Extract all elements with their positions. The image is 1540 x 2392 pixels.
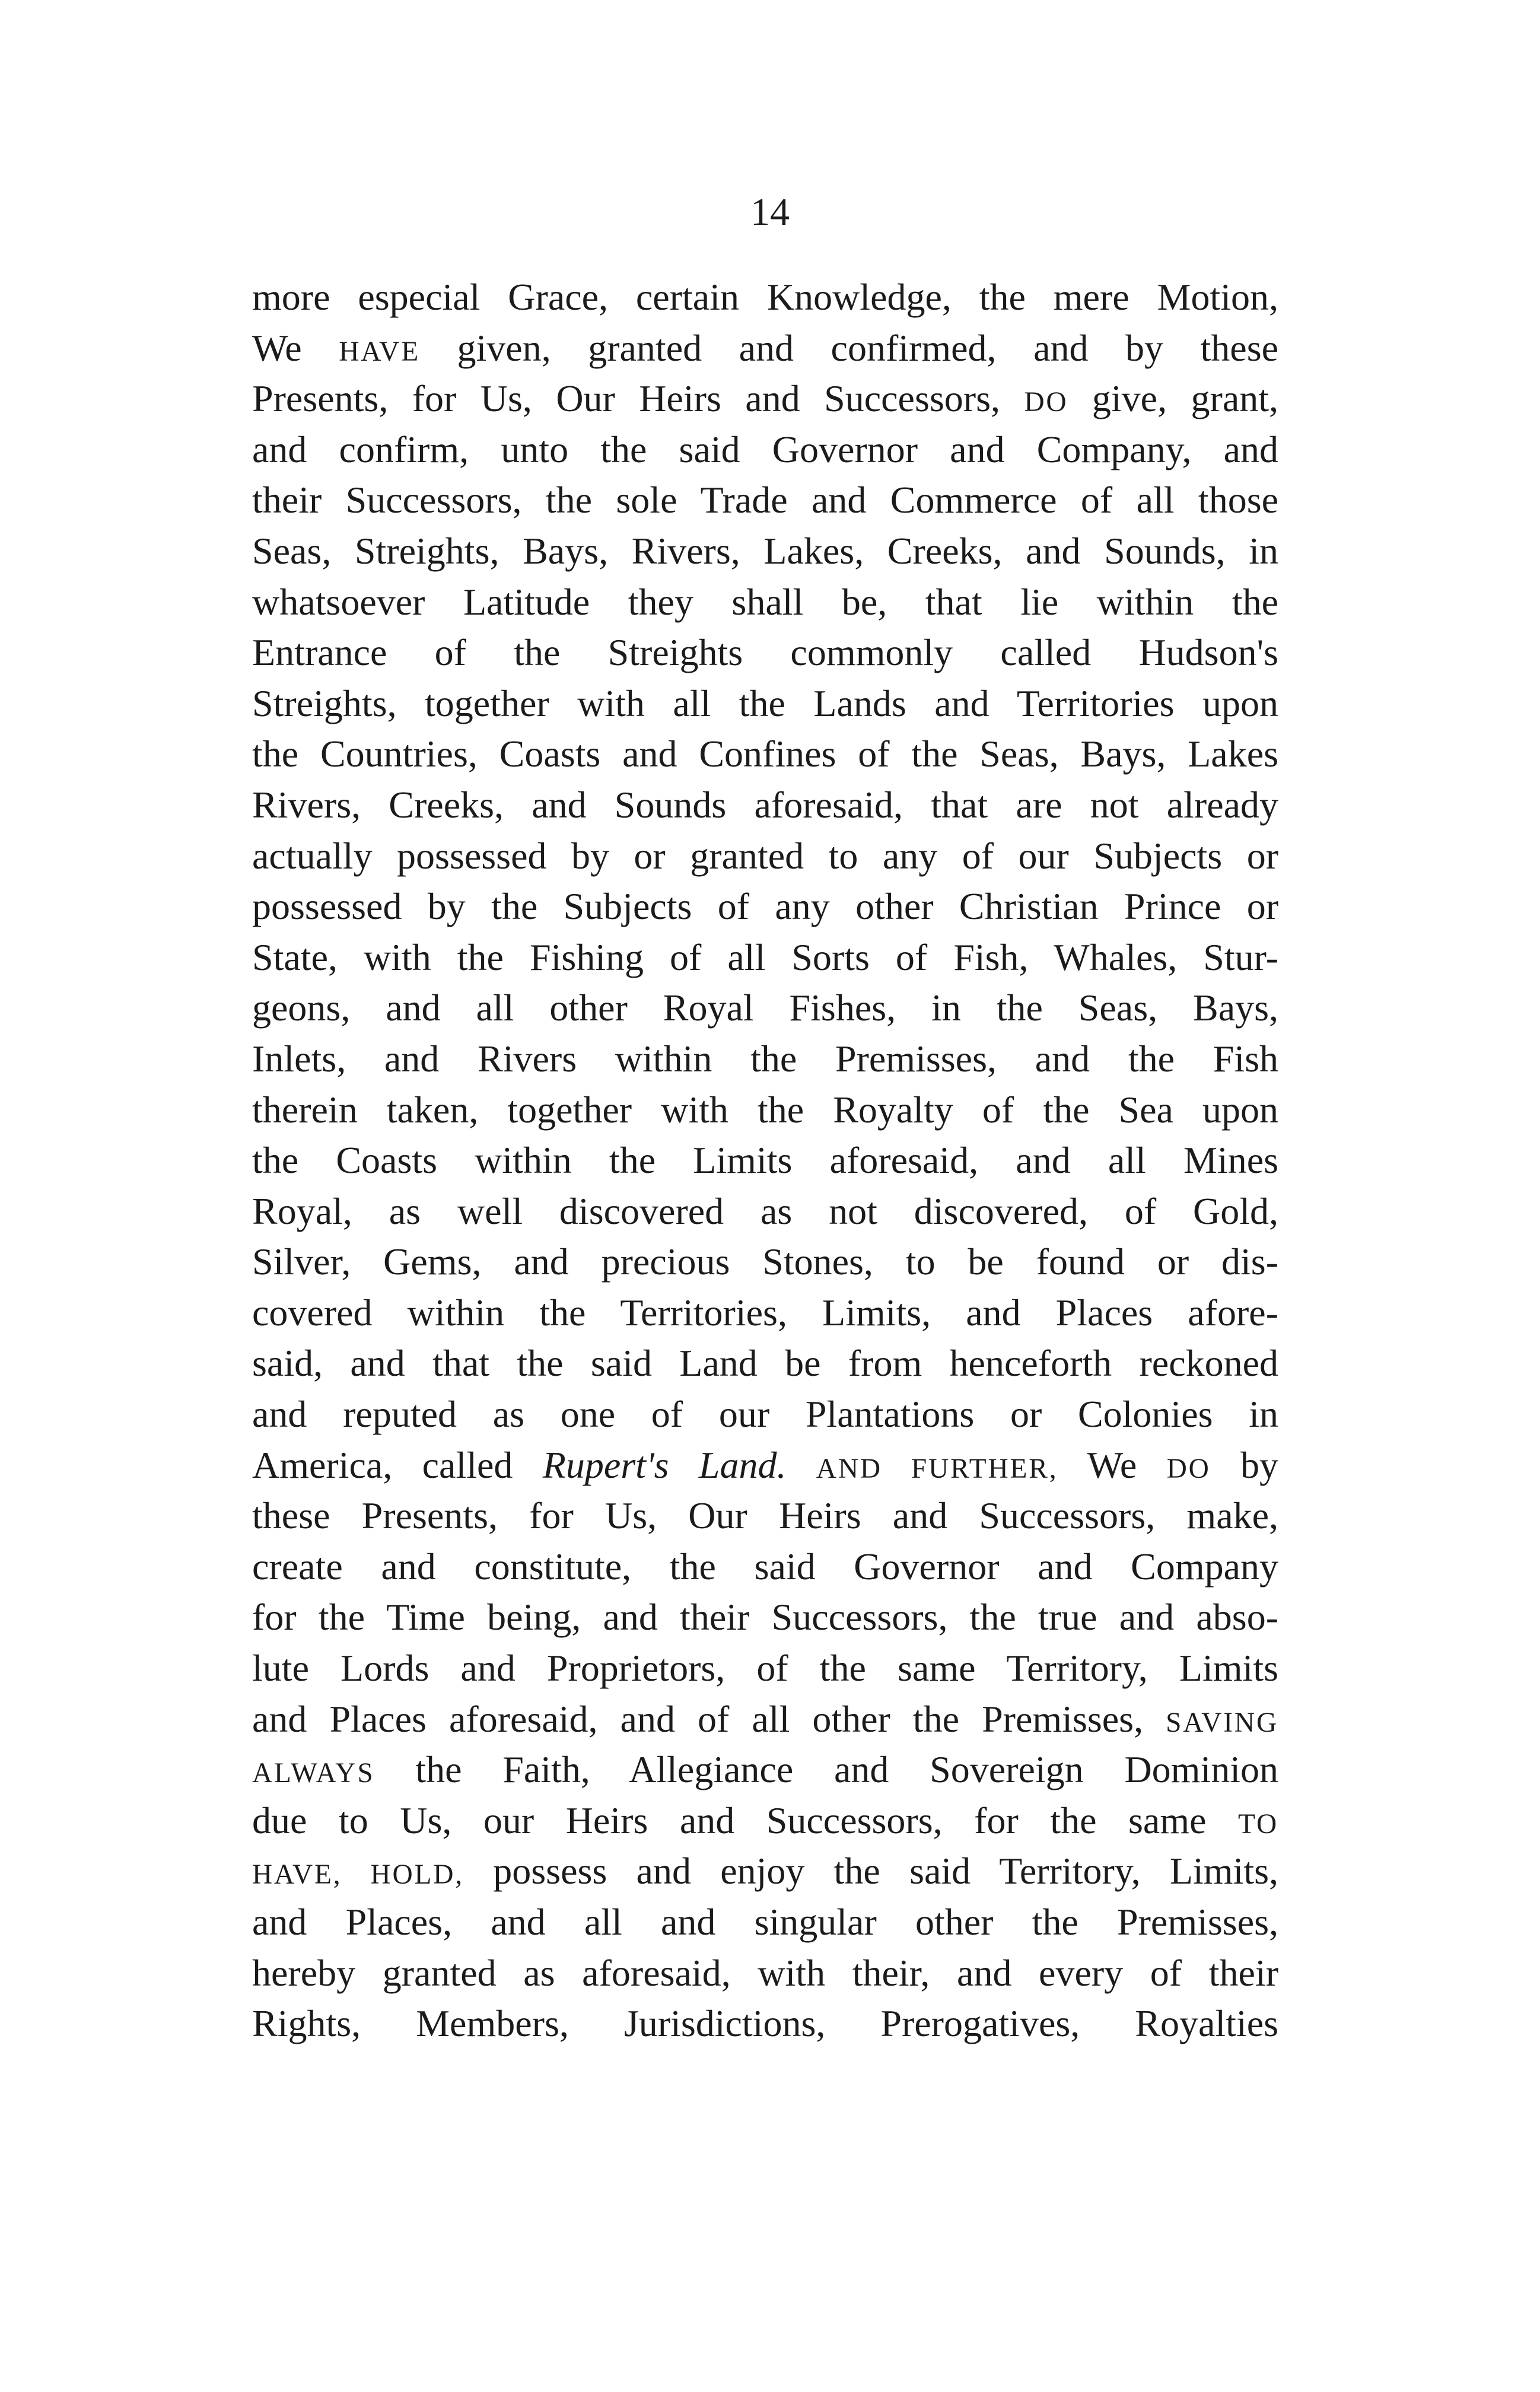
text-line: Royal, as well discovered as not discovered, of Gold, [252,1189,1278,1232]
page-number: 14 [750,190,790,234]
text-line: and reputed as one of our Plantations or Colonies in [252,1393,1278,1436]
text-line: due to Us, our Heirs and Successors, for the same TO [252,1799,1278,1841]
text-line: more especial Grace, certain Knowledge, the mere Motion, [252,276,1278,318]
text-line: possessed by the Subjects of any other Christian Prince or [252,885,1278,928]
italic-text: Rupert's Land. [542,1443,787,1486]
small-caps-text: HAVE, HOLD, [252,1859,464,1891]
text-line: and Places, and all and singular other the Premisses, [252,1901,1278,1943]
text-line: Seas, Streights, Bays, Rivers, Lakes, Creeks, and Sounds, in [252,529,1278,572]
text-line: therein taken, together with the Royalty of the Sea upon [252,1088,1278,1131]
text-line: said, and that the said Land be from henceforth reckoned [252,1342,1278,1385]
text-line: geons, and all other Royal Fishes, in the Seas, Bays, [252,987,1278,1029]
text-line: hereby granted as aforesaid, with their, and every of their [252,1951,1278,1994]
text-line: for the Time being, and their Successors, the true and abso- [252,1596,1278,1639]
small-caps-text: SAVING [1166,1707,1278,1738]
small-caps-text: DO [1166,1453,1211,1484]
small-caps-text: TO [1238,1808,1278,1840]
text-line: Streights, together with all the Lands and Territories upon [252,682,1278,724]
text-line: Entrance of the Streights commonly called Hudson's [252,631,1278,674]
small-caps-text: ALWAYS [252,1758,375,1789]
text-line: Rights, Members, Jurisdictions, Prerogatives, Royalties [252,2002,1278,2045]
text-line: We HAVE given, granted and confirmed, and by these [252,326,1278,369]
body-text [252,272,1278,2049]
text-line: actually possessed by or granted to any of our Subjects or [252,834,1278,877]
text-line: Silver, Gems, and precious Stones, to be found or dis- [252,1240,1278,1283]
text-line: Inlets, and Rivers within the Premisses, and the Fish [252,1037,1278,1080]
text-line: the Coasts within the Limits aforesaid, and all Mines [252,1139,1278,1182]
text-line: and Places aforesaid, and of all other the Premisses, SAVING [252,1697,1278,1740]
text-line: ALWAYS the Faith, Allegiance and Sovereign Dominion [252,1748,1278,1791]
text-line: the Countries, Coasts and Confines of the Seas, Bays, Lakes [252,733,1278,775]
text-line: these Presents, for Us, Our Heirs and Successors, make, [252,1494,1278,1537]
text-line: and confirm, unto the said Governor and Company, and [252,428,1278,470]
text-line: HAVE, HOLD, possess and enjoy the said Territory, Limits, [252,1850,1278,1892]
small-caps-text: DO [1024,387,1068,418]
small-caps-text: HAVE [339,336,420,367]
text-line: lute Lords and Proprietors, of the same Territory, Limits [252,1647,1278,1690]
text-line: Rivers, Creeks, and Sounds aforesaid, that are not already [252,783,1278,826]
small-caps-text: AND FURTHER, [816,1453,1058,1484]
text-line: whatsoever Latitude they shall be, that lie within the [252,580,1278,623]
text-line: America, called Rupert's Land. AND FURTHER, We DO by [252,1443,1278,1486]
text-line: create and constitute, the said Governor and Company [252,1545,1278,1588]
text-line: Presents, for Us, Our Heirs and Successors, DO give, grant, [252,377,1278,420]
text-line: State, with the Fishing of all Sorts of Fish, Whales, Stur- [252,936,1278,978]
text-line: covered within the Territories, Limits, and Places afore- [252,1291,1278,1334]
text-line: their Successors, the sole Trade and Commerce of all those [252,479,1278,521]
